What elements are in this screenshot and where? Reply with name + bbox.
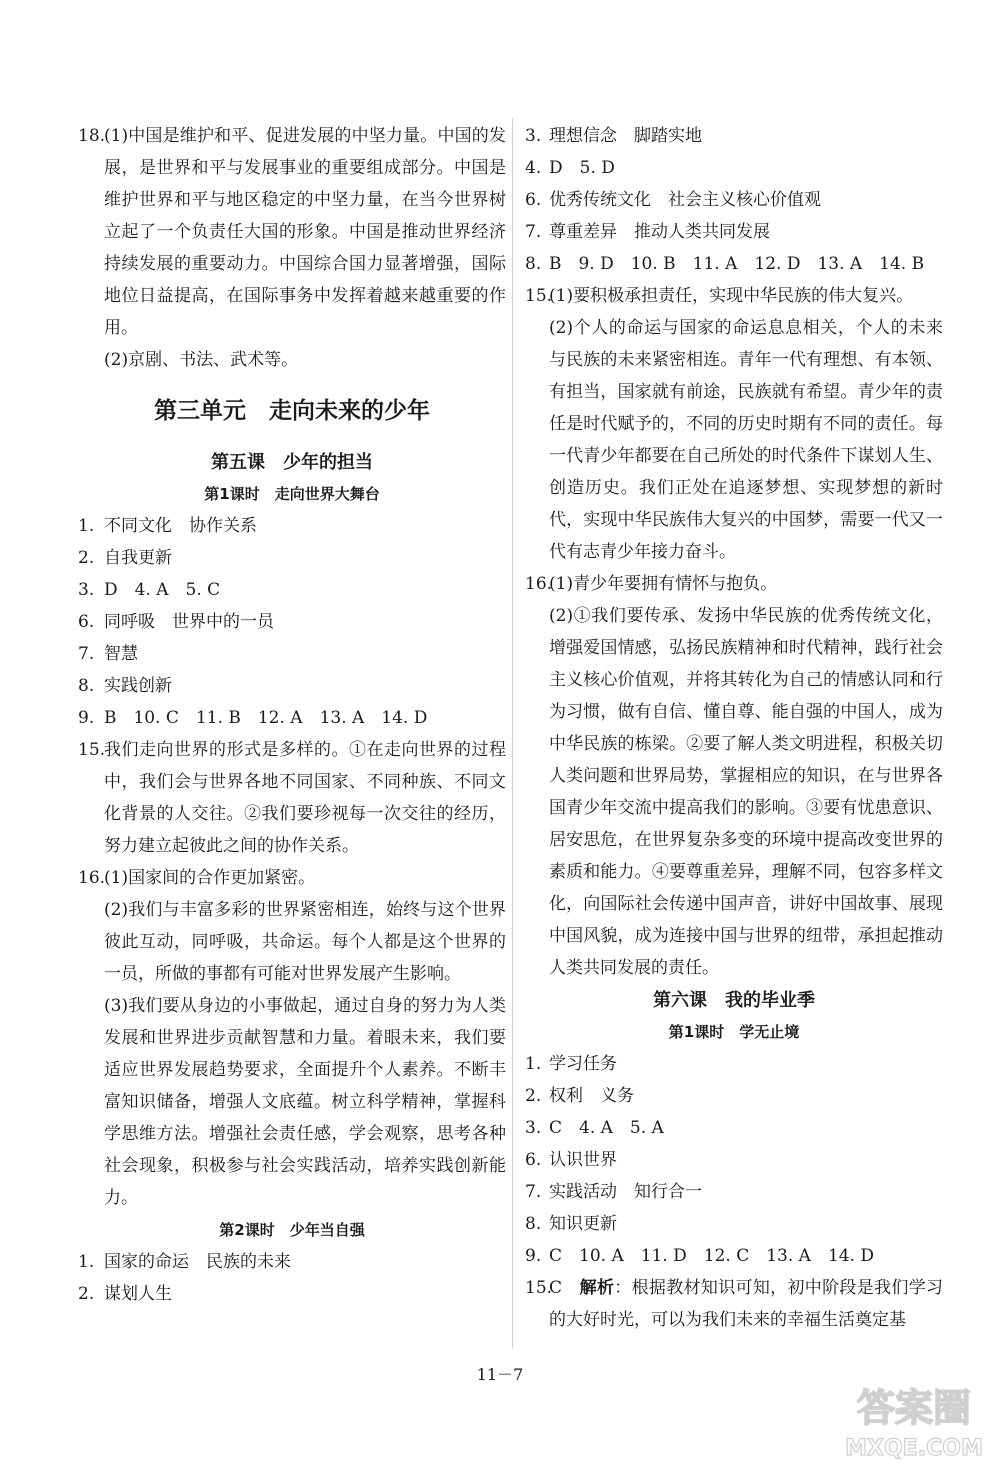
answer-item [525, 184, 943, 216]
item-number: 2. [525, 1086, 542, 1106]
item-text: 实践活动 知行合一 [549, 1182, 702, 1202]
answer-item [78, 574, 506, 606]
answer-item [525, 1080, 943, 1112]
item-text: (1)要积极承担责任，实现中华民族的伟大复兴。 [549, 286, 914, 306]
item-number: 6. [525, 190, 542, 210]
right-column [525, 120, 943, 1336]
item-number: 9. [525, 1246, 542, 1266]
item-number: 16. [78, 868, 106, 888]
item-number: 6. [525, 1150, 542, 1170]
column-divider [512, 118, 513, 1348]
item-text: 谋划人生 [104, 1284, 172, 1304]
item-text: D 4. A 5. C [104, 580, 221, 600]
answer-choice: C [549, 1278, 580, 1298]
lesson-title: 第六课 我的毕业季 [653, 990, 815, 1011]
item-number: 3. [525, 1118, 542, 1138]
answer-item [525, 1240, 943, 1272]
answer-item [78, 670, 506, 702]
answer-subitem: (2)①我们要传承、发扬中华民族的优秀传统文化，增强爱国情感，弘扬民族精神和时代精神，践行社会主义核心价值观，并将其转化为自己的情感认同和行为习惯，做有自信、懂自尊、能自强的中国人，成为中华民族的栋梁。②要了解人类文明进程，积极关切人类问题和世界局势，掌握相应的知识，在与世界各国青少年交流中提高我们的影响。③要有忧患意识、居安思危，在世界复杂多变的环境中提高改变世界的素质和能力。④要尊重差异，理解不同，包容多样文化，向国际社会传递中国声音，讲好中国故事、展现中国风貌，成为连接中国与世界的纽带，承担起推动人类共同发展的责任。 [549, 606, 943, 978]
watermark-bottom: MXQE.COM [845, 1436, 983, 1461]
item-number: 1. [525, 1054, 542, 1074]
answer-item [78, 862, 506, 894]
item-text: 尊重差异 推动人类共同发展 [549, 222, 770, 242]
answer-item [525, 1048, 943, 1080]
analysis-text: ：根据教材知识可知，初中阶段是我们学习的大好时光，可以为我们未来的幸福生活奠定基 [549, 1278, 944, 1330]
item-number: 1. [78, 1252, 95, 1272]
item-number: 2. [78, 548, 95, 568]
item-text: 优秀传统文化 社会主义核心价值观 [549, 190, 821, 210]
answer-item [78, 120, 506, 344]
period-title: 第1课时 走向世界大舞台 [204, 485, 380, 503]
item-text: 认识世界 [549, 1150, 617, 1170]
answer-item [78, 734, 506, 862]
answer-item [525, 152, 943, 184]
item-number: 9. [78, 708, 95, 728]
answer-item [525, 1176, 943, 1208]
item-text: 实践创新 [104, 676, 172, 696]
item-number: 3. [525, 126, 542, 146]
item-text: 知识更新 [549, 1214, 617, 1234]
answer-item [78, 606, 506, 638]
item-number: 15. [78, 740, 106, 760]
item-number: 7. [525, 1182, 542, 1202]
item-text: 学习任务 [549, 1054, 617, 1074]
answer-item [78, 542, 506, 574]
answer-item [78, 1278, 506, 1310]
answer-item [78, 702, 506, 734]
item-number: 4. [525, 158, 542, 178]
answer-subitem: (2)个人的命运与国家的命运息息相关，个人的未来与民族的未来紧密相连。青年一代有理想、有本领、有担当，国家就有前途，民族就有希望。青少年的责任是时代赋予的，不同的历史时期有不同的责任。每一代青少年都要在自己所处的时代条件下谋划人生、创造历史。我们正处在追逐梦想、实现梦想的新时代，实现中华民族伟大复兴的中国梦，需要一代又一代有志青少年接力奋斗。 [549, 318, 943, 562]
answer-subitem: (3)我们要从身边的小事做起，通过自身的努力为人类发展和世界进步贡献智慧和力量。着眼未来，我们要适应世界发展趋势要求，全面提升个人素养。不断丰富知识储备，增强人文底蕴。树立科学精神，掌握科学思维方法。增强社会责任感，学会观察，思考各种社会现象，积极参与社会实践活动，培养实践创新能力。 [104, 996, 506, 1208]
watermark-top: 答案圈 [856, 1386, 972, 1430]
item-number: 1. [78, 516, 95, 536]
period-title: 第1课时 学无止境 [668, 1023, 800, 1041]
item-number: 7. [78, 644, 95, 664]
page-number: 11－7 [476, 1365, 524, 1384]
item-number: 7. [525, 222, 542, 242]
item-number: 15. [525, 286, 553, 306]
answer-item [525, 248, 943, 280]
item-text: (1)中国是维护和平、促进发展的中坚力量。中国的发展，是世界和平与发展事业的重要组成部分。中国是维护世界和平与地区稳定的中坚力量，在当今世界树立起了一个负责任大国的形象。中国是推动世界经济持续发展的重要动力。中国综合国力显著增强，国际地位日益提高，在国际事务中发挥着越来越重要的作用。 [104, 126, 506, 338]
item-number: 16. [525, 574, 553, 594]
item-number: 2. [78, 1284, 95, 1304]
watermark-logo [834, 1377, 994, 1461]
answer-item [525, 120, 943, 152]
item-text: B 9. D 10. B 11. A 12. D 13. A 14. B [549, 254, 925, 274]
answer-subitem: (2)我们与丰富多彩的世界紧密相连，始终与这个世界彼此互动，同呼吸，共命运。每个人都是这个世界的一员，所做的事都有可能对世界发展产生影响。 [104, 900, 506, 984]
item-text: B 10. C 11. B 12. A 13. A 14. D [104, 708, 428, 728]
answer-subitem: (2)京剧、书法、武术等。 [104, 350, 299, 370]
answer-item [525, 280, 943, 312]
item-text: (1)国家间的合作更加紧密。 [104, 868, 316, 888]
item-number: 8. [78, 676, 95, 696]
item-text: 不同文化 协作关系 [104, 516, 257, 536]
item-text: 我们走向世界的形式是多样的。①在走向世界的过程中，我们会与世界各地不同国家、不同种族、不同文化背景的人交往。②我们要珍视每一次交往的经历，努力建立起彼此之间的协作关系。 [104, 740, 506, 856]
item-number: 6. [78, 612, 95, 632]
item-number: 15. [525, 1278, 553, 1298]
item-text: D 5. D [549, 158, 615, 178]
item-text: 自我更新 [104, 548, 172, 568]
item-text: C 4. A 5. A [549, 1118, 664, 1138]
item-number: 8. [525, 254, 542, 274]
unit-title: 第三单元 走向未来的少年 [154, 398, 430, 424]
item-text: 权利 义务 [549, 1086, 634, 1106]
item-number: 8. [525, 1214, 542, 1234]
answer-item [78, 638, 506, 670]
answer-item [525, 1144, 943, 1176]
answer-item [525, 1112, 943, 1144]
answer-item [78, 510, 506, 542]
item-text: 智慧 [104, 644, 138, 664]
answer-item [78, 1246, 506, 1278]
item-text: C 10. A 11. D 12. C 13. A 14. D [549, 1246, 875, 1266]
answer-item [525, 216, 943, 248]
left-column [78, 120, 506, 1310]
item-number: 3. [78, 580, 95, 600]
item-text [549, 1272, 943, 1336]
item-text: 国家的命运 民族的未来 [104, 1252, 291, 1272]
answer-item [525, 1208, 943, 1240]
item-text: 理想信念 脚踏实地 [549, 126, 702, 146]
analysis-label: 解析 [579, 1278, 615, 1298]
answer-item [525, 1272, 943, 1336]
answer-item [525, 568, 943, 600]
item-text: 同呼吸 世界中的一员 [104, 612, 274, 632]
lesson-title: 第五课 少年的担当 [211, 452, 373, 473]
item-number: 18. [78, 126, 106, 146]
item-text: (1)青少年要拥有情怀与抱负。 [549, 574, 778, 594]
period-title: 第2课时 少年当自强 [219, 1221, 365, 1239]
